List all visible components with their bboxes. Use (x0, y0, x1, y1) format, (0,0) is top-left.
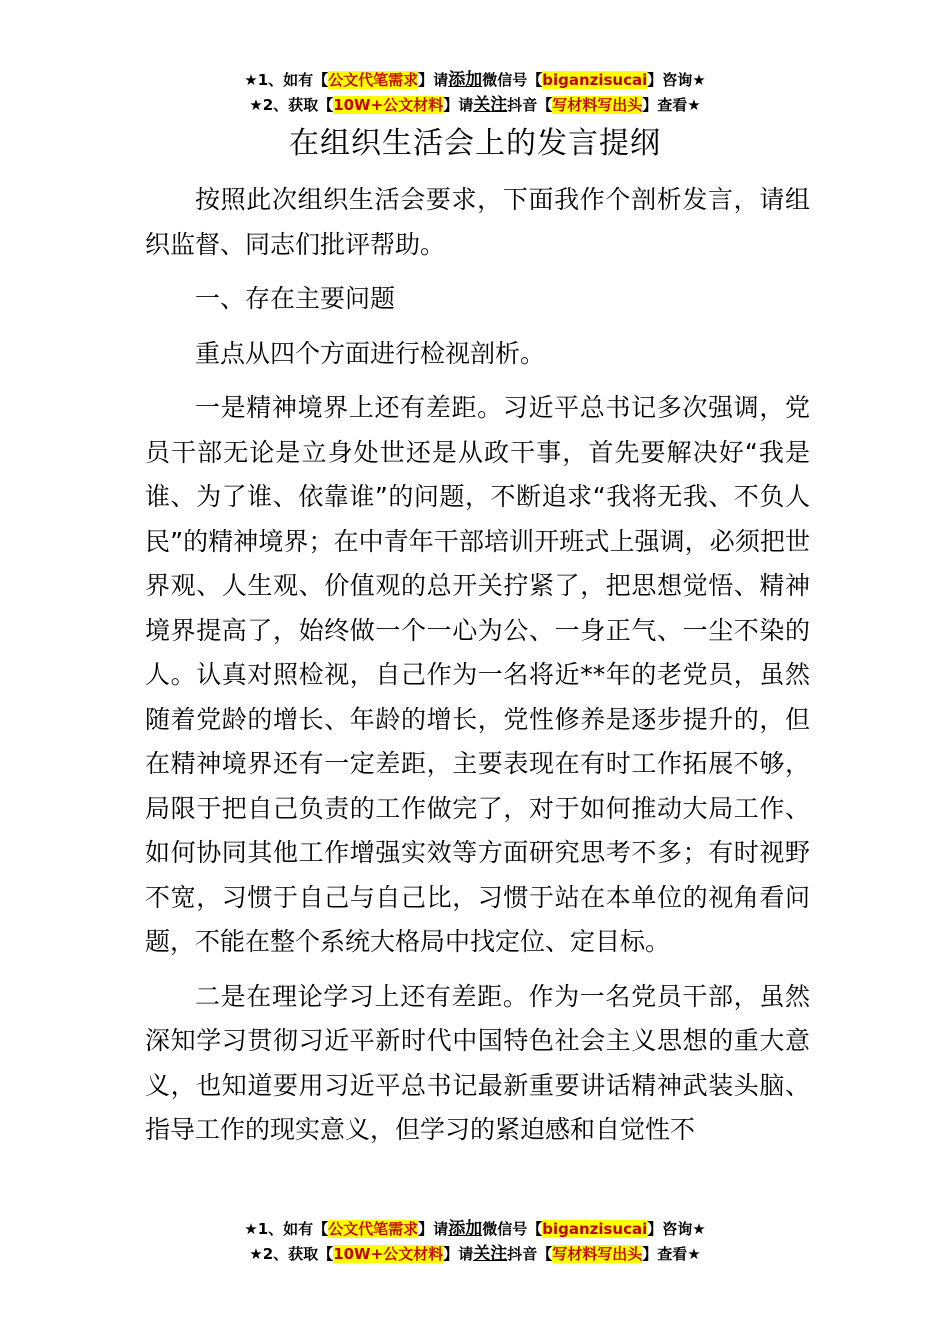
promo-highlight: 公文代笔需求 (328, 1220, 419, 1238)
promo-underline: 关注 (473, 1244, 508, 1264)
promo-text: 】查看★ (642, 1245, 701, 1263)
header-promo-banner (0, 68, 950, 118)
promo-text: 】请 (443, 96, 474, 114)
promo-line-2 (0, 93, 950, 118)
promo-text: 】请 (418, 1220, 449, 1238)
promo-text: 抖音【 (507, 1245, 553, 1263)
paragraph: 按照此次组织生活会要求，下面我作个剖析发言，请组织监督、同志们批评帮助。 (145, 185, 810, 259)
document-title: 在组织生活会上的发言提纲 (289, 126, 661, 161)
footer-promo-banner (0, 1217, 950, 1267)
promo-douyin-id: 写材料写出头 (552, 96, 643, 114)
promo-text: 微信号【 (482, 1220, 543, 1238)
paragraph: 重点从四个方面进行检视剖析。 (195, 338, 546, 368)
promo-line-1 (0, 68, 950, 93)
promo-wechat-id: biganzisucai (542, 1220, 648, 1238)
promo-text: 】查看★ (642, 96, 701, 114)
paragraph: 一是精神境界上还有差距。习近平总书记多次强调，党员干部无论是立身处世还是从政干事，首先要解决好“我是谁、为了谁、依靠谁”的问题，不断追求“我将无我、不负人民”的精神境界；在中青年干部培训开班式上强调，必须把世界观、人生观、价值观的总开关拧紧了，把思想觉悟、精神境界提高了，始终做一个一心为公、一身正气、一尘不染的人。认真对照检视，自己作为一名将近**年的老党员，虽然随着党龄的增长、年龄的增长，党性修养是逐步提升的，但在精神境界还有一定差距，主要表现在有时工作拓展不够，局限于把自己负责的工作做完了，对于如何推动大局工作、如何协同其他工作增强实效等方面研究思考不多；有时视野不宽，习惯于自己与自己比，习惯于站在本单位的视角看问题，不能在整个系统大格局中找定位、定目标。 (145, 393, 810, 956)
promo-highlight: 公文代笔需求 (328, 71, 419, 89)
promo-line-2 (0, 1242, 950, 1267)
promo-text: ★2、获取【 (249, 96, 334, 114)
promo-douyin-id: 写材料写出头 (552, 1245, 643, 1263)
promo-underline: 关注 (473, 95, 508, 115)
promo-underline: 添加 (448, 1219, 483, 1239)
promo-text: 】请 (418, 71, 449, 89)
promo-text: 】咨询★ (647, 71, 706, 89)
section-heading: 一、存在主要问题 (195, 284, 396, 313)
promo-text: ★2、获取【 (249, 1245, 334, 1263)
promo-text: 】咨询★ (647, 1220, 706, 1238)
promo-text: 微信号【 (482, 71, 543, 89)
promo-text: 抖音【 (507, 96, 553, 114)
promo-underline: 添加 (448, 70, 483, 90)
promo-line-1 (0, 1217, 950, 1242)
promo-text: 】请 (443, 1245, 474, 1263)
document-body (145, 178, 810, 1163)
promo-wechat-id: biganzisucai (542, 71, 648, 89)
paragraph: 二是在理论学习上还有差距。作为一名党员干部，虽然深知学习贯彻习近平新时代中国特色社会主义思想的重大意义，也知道要用习近平总书记最新重要讲话精神武装头脑、指导工作的现实意义，但学习的紧迫感和自觉性不 (145, 981, 810, 1144)
promo-text: ★1、如有【 (244, 71, 329, 89)
promo-highlight: 10W+公文材料 (333, 96, 444, 114)
promo-text: ★1、如有【 (244, 1220, 329, 1238)
promo-highlight: 10W+公文材料 (333, 1245, 444, 1263)
